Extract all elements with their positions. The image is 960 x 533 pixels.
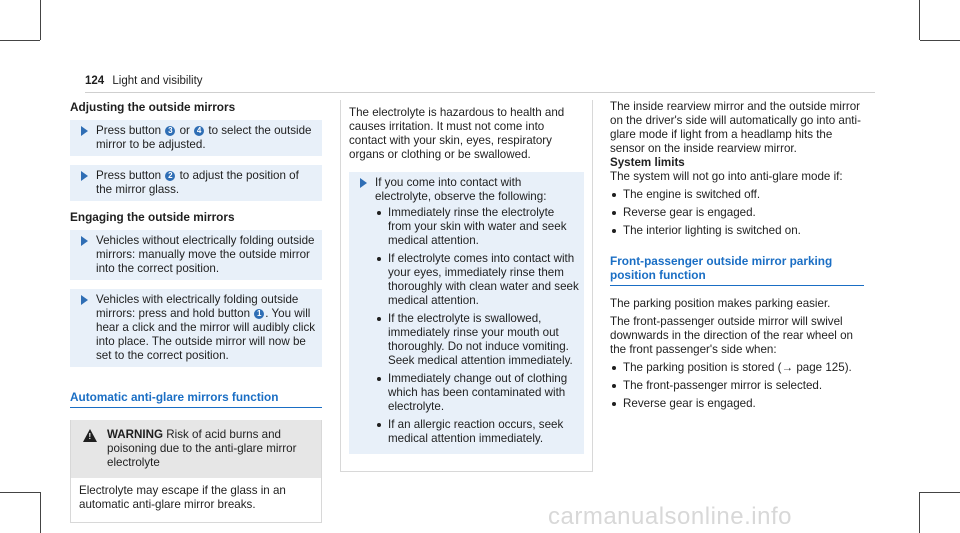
column-middle xyxy=(340,100,593,472)
bullet-list xyxy=(610,361,864,411)
arrow-icon xyxy=(81,171,88,181)
list-item: If electrolyte comes into contact with your eyes, immediately rinse them thoroughly with clean water and seek medical attention. xyxy=(375,252,580,308)
arrow-icon xyxy=(81,236,88,246)
warning-continuation-box xyxy=(340,100,593,472)
crop-mark xyxy=(40,0,41,40)
section-heading-blue: Automatic anti-glare mirrors function xyxy=(70,390,322,408)
list-item: Reverse gear is engaged. xyxy=(610,206,864,220)
watermark: carmanualsonline.info xyxy=(548,503,792,530)
section-heading: Adjusting the outside mirrors xyxy=(70,100,236,114)
chapter-title: Light and visibility xyxy=(112,75,203,87)
paragraph: The system will not go into anti-glare mode if: xyxy=(610,170,843,183)
warning-label: WARNING xyxy=(107,428,164,441)
action-step: Press button 2 to adjust the position of the mirror glass. xyxy=(70,165,322,201)
crop-mark xyxy=(0,40,40,41)
crop-mark xyxy=(920,492,960,493)
action-step: Vehicles with electrically folding outside mirrors: press and hold button 1 . You will hear a click and the mirror will audibly click into place. The outside mirror will now be set to the correct position. xyxy=(70,289,322,367)
section-heading-blue: Front-passenger outside mirror parking position function xyxy=(610,254,864,286)
header-divider xyxy=(85,92,875,93)
warning-header: ! WARNING Risk of acid burns and poisoning due to the anti-glare mirror electrolyte xyxy=(71,420,321,478)
list-item: Immediately change out of clothing which has been contaminated with electrolyte. xyxy=(375,372,580,414)
crop-mark xyxy=(40,492,41,533)
section-heading: Engaging the outside mirrors xyxy=(70,210,235,224)
column-right xyxy=(610,100,864,415)
arrow-icon xyxy=(360,178,367,188)
paragraph: The front-passenger outside mirror will swivel downwards in the direction of the rear wheel on the front passenger's side when: xyxy=(610,315,853,356)
action-step: Press button 3 or 4 to select the outside mirror to be adjusted. xyxy=(70,120,322,156)
page-number: 124 xyxy=(85,75,105,87)
warning-title: Risk of acid burns and poisoning due to the anti-glare mirror electrolyte xyxy=(107,428,297,469)
bullet-list xyxy=(610,188,864,238)
list-item: If an allergic reaction occurs, seek medical attention immediately. xyxy=(375,418,580,446)
paragraph: The parking position makes parking easier. xyxy=(610,297,831,310)
bullet-list xyxy=(375,206,580,446)
list-item: The interior lighting is switched on. xyxy=(610,224,864,238)
crop-mark xyxy=(0,492,40,493)
action-step: If you come into contact with electrolyte, observe the following: Immediately rinse the electrolyte from your skin with water and seek medical attention. If electrolyte comes into contact with your eyes, immediately rinse them thoroughly with clean water and seek medical attention. If the electrolyte is swallowed, immediately rinse your mouth out thoroughly. Do not induce vomiting. Seek medical attention immediately. Immediately change out of clothing which has been contaminated with electrolyte. If an allergic reaction occurs, seek medical attention immediately. xyxy=(349,172,584,454)
button-number-badge: 4 xyxy=(194,126,204,136)
list-item: Immediately rinse the electrolyte from your skin with water and seek medical attention. xyxy=(375,206,580,248)
list-item: The engine is switched off. xyxy=(610,188,864,202)
button-number-badge: 1 xyxy=(254,309,264,319)
list-item: Reverse gear is engaged. xyxy=(610,397,864,411)
paragraph: The electrolyte is hazardous to health and causes irritation. It must not come into contact with your skin, eyes, respiratory organs or clothing or be swallowed. xyxy=(349,106,565,161)
arrow-icon xyxy=(81,295,88,305)
subheading: System limits xyxy=(610,156,685,169)
page-header xyxy=(85,75,203,87)
arrow-icon xyxy=(81,126,88,136)
paragraph: The inside rearview mirror and the outside mirror on the driver's side will automatically go into anti-glare mode if light from a headlamp hits the sensor on the inside rearview mirror. xyxy=(610,100,861,155)
crop-mark xyxy=(919,492,920,533)
crop-mark xyxy=(920,40,960,41)
warning-box xyxy=(70,420,322,523)
crop-mark xyxy=(919,0,920,40)
button-number-badge: 3 xyxy=(165,126,175,136)
list-item: The parking position is stored (→ page 125). xyxy=(610,361,864,375)
column-left xyxy=(70,100,322,523)
list-item: If the electrolyte is swallowed, immediately rinse your mouth out thoroughly. Do not induce vomiting. Seek medical attention immediately. xyxy=(375,312,580,368)
warning-body: Electrolyte may escape if the glass in an automatic anti-glare mirror breaks. xyxy=(79,484,286,511)
list-item: The front-passenger mirror is selected. xyxy=(610,379,864,393)
action-step: Vehicles without electrically folding outside mirrors: manually move the outside mirror into the correct position. xyxy=(70,230,322,280)
button-number-badge: 2 xyxy=(165,171,175,181)
